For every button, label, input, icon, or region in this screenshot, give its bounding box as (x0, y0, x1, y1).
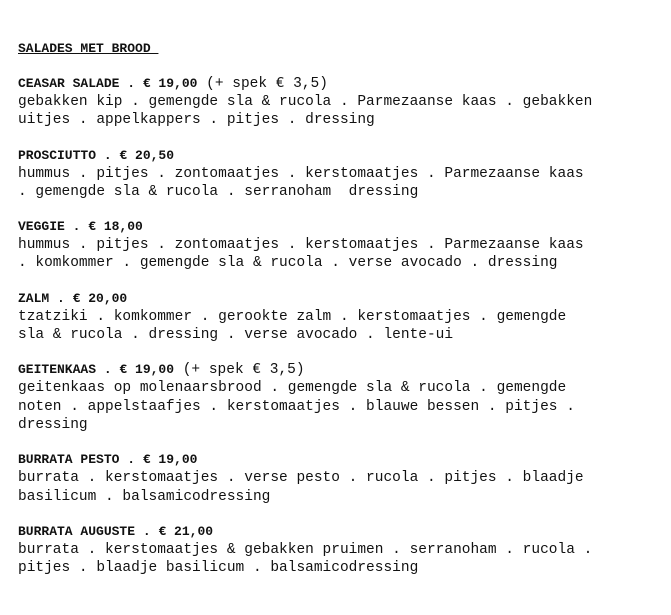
menu-item-header (18, 451, 663, 469)
menu-item-header (18, 290, 663, 308)
menu-item (18, 218, 663, 273)
menu-item-name: ZALM (18, 290, 50, 306)
menu-item-description-line: basilicum . balsamicodressing (18, 488, 271, 505)
menu-item-description-line: pitjes . blaadje basilicum . balsamicodressing (18, 560, 419, 577)
menu-item-name: BURRATA PESTO (18, 452, 120, 468)
menu-item-description-line: hummus . pitjes . zontomaatjes . kerstomaatjes . Parmezaanse kaas (18, 165, 584, 182)
menu-item-header (18, 361, 663, 379)
menu-item-separator: . (119, 76, 143, 91)
menu-item-price: € 19,00 (142, 452, 198, 468)
menu-item-description-line: . gemengde sla & rucola . serranoham dressing (18, 183, 419, 200)
menu-item-extra-option: (+ spek € 3,5) (174, 362, 305, 379)
menu-item-description-line: sla & rucola . dressing . verse avocado . lente-ui (18, 327, 454, 344)
menu-item-price: € 18,00 (88, 219, 143, 235)
menu-item-name: CEASAR SALADE (18, 76, 120, 91)
menu-item-separator: . (96, 147, 120, 163)
menu-item-description-line: dressing (18, 416, 88, 433)
menu-item-name: VEGGIE (18, 219, 65, 235)
menu-item-description-line: gebakken kip . gemengde sla & rucola . Parmezaanse kaas . gebakken (18, 94, 593, 110)
menu-document (18, 40, 663, 594)
menu-item-price: € 19,00 (119, 362, 175, 378)
menu-item-description-line: hummus . pitjes . zontomaatjes . kerstomaatjes . Parmezaanse kaas (18, 237, 584, 254)
menu-item-header (18, 523, 663, 541)
menu-item-description-line: noten . appelstaafjes . kerstomaatjes . blauwe bessen . pitjes . (18, 398, 575, 415)
menu-item-separator: . (64, 219, 89, 235)
menu-item-name: GEITENKAAS (18, 362, 97, 378)
menu-item-description-line: tzatziki . komkommer . gerookte zalm . kerstomaatjes . gemengde (18, 308, 567, 325)
menu-item-description-line: geitenkaas op molenaarsbrood . gemengde sla & rucola . gemengde (18, 380, 567, 397)
menu-item-description-line: burrata . kerstomaatjes . verse pesto . rucola . pitjes . blaadje (18, 470, 584, 487)
menu-item (18, 523, 663, 578)
menu-item-name: PROSCIUTTO (18, 147, 97, 163)
menu-item-separator: . (96, 362, 120, 378)
menu-item-price: € 20,50 (119, 147, 175, 163)
menu-item (18, 361, 663, 434)
menu-item (18, 147, 663, 202)
menu-item-separator: . (135, 523, 159, 539)
menu-item-price: € 19,00 (142, 76, 198, 91)
menu-item (18, 75, 663, 130)
menu-item-price: € 20,00 (72, 290, 128, 306)
menu-item-description-line: . komkommer . gemengde sla & rucola . verse avocado . dressing (18, 255, 558, 272)
menu-item (18, 290, 663, 345)
menu-item-description-line: burrata . kerstomaatjes & gebakken pruimen . serranoham . rucola . (18, 541, 593, 558)
menu-item-separator: . (119, 452, 143, 468)
menu-item-price: € 21,00 (158, 523, 214, 539)
menu-item-header (18, 75, 663, 93)
section-title: SALADES MET BROOD (18, 41, 159, 56)
menu-item-separator: . (49, 290, 73, 306)
menu-items-list (18, 75, 663, 577)
menu-item-extra-option: (+ spek € 3,5) (197, 76, 328, 92)
menu-item-header (18, 147, 663, 165)
menu-item-header (18, 218, 663, 236)
menu-item-name: BURRATA AUGUSTE (18, 523, 136, 539)
menu-item-description-line: uitjes . appelkappers . pitjes . dressing (18, 112, 375, 129)
menu-item (18, 451, 663, 506)
